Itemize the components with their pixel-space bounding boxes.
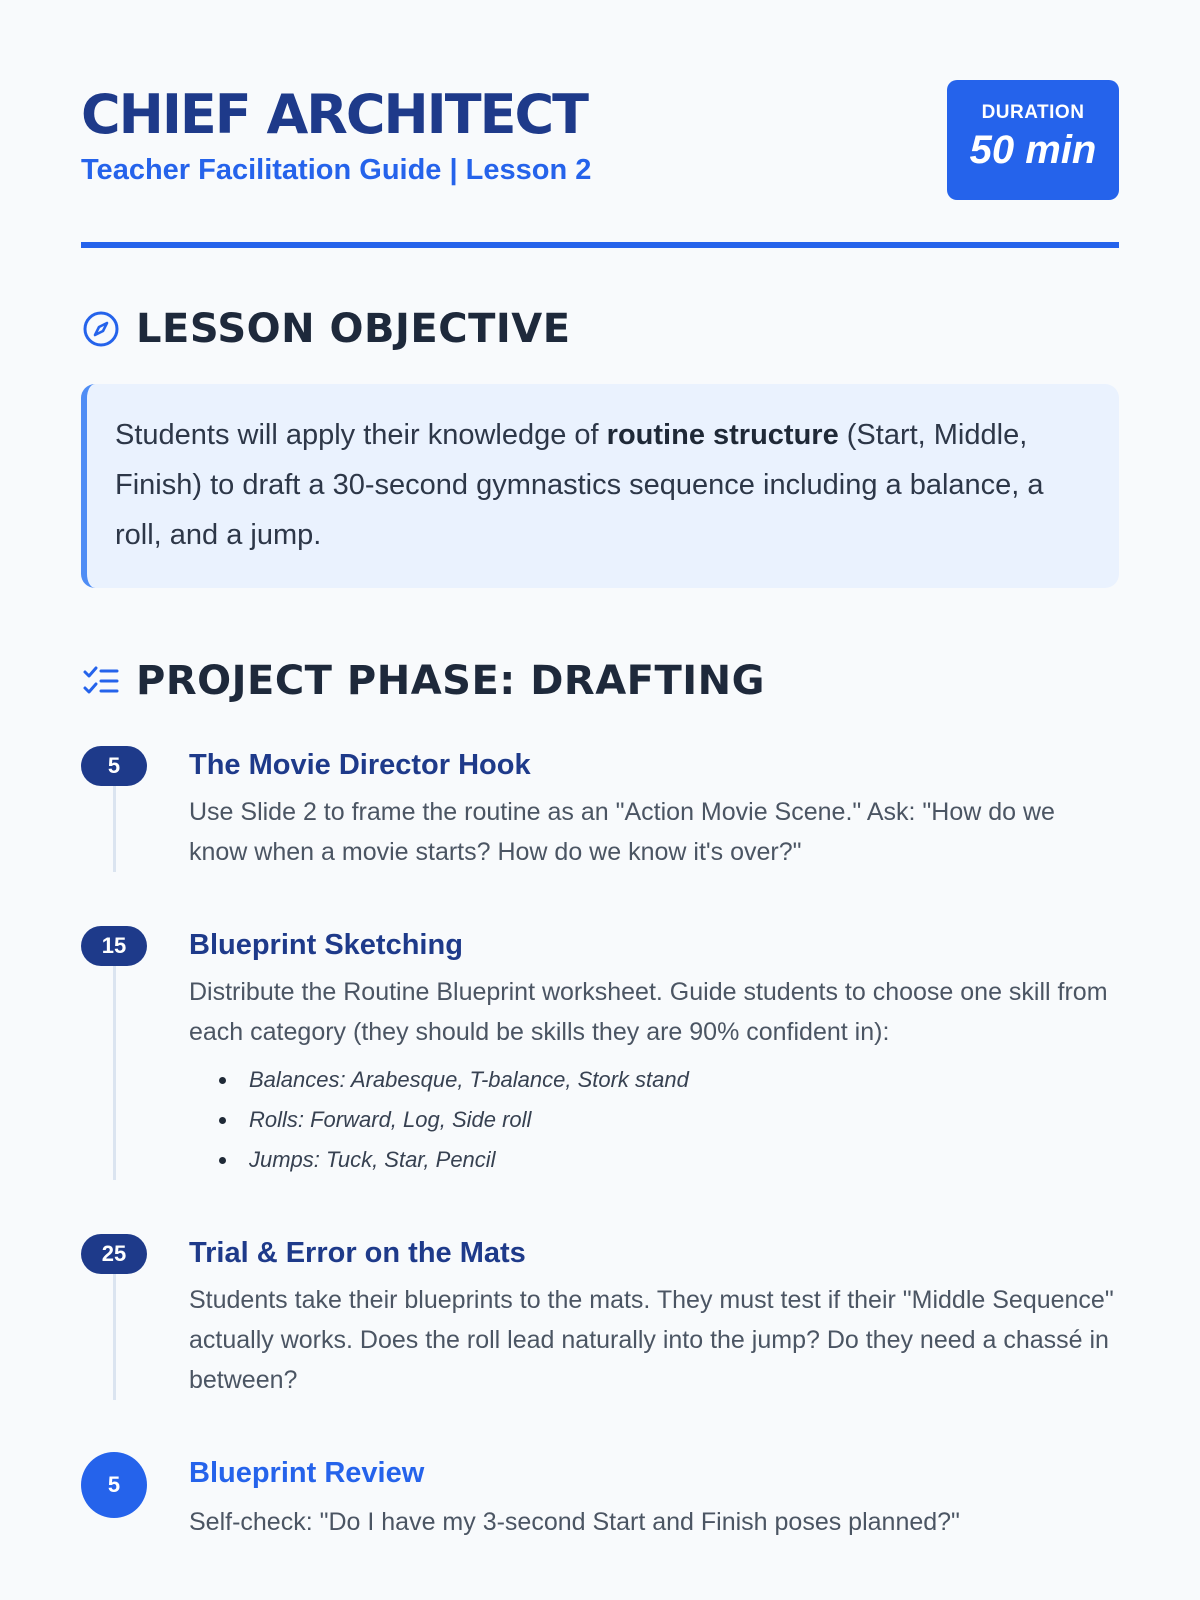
step-minutes-badge: 15: [81, 926, 147, 966]
timeline-step: [81, 1232, 1119, 1400]
page-title: CHIEF ARCHITECT: [81, 83, 587, 146]
step-title: Trial & Error on the Mats: [189, 1237, 526, 1269]
objective-heading: [81, 306, 1119, 352]
timeline: [81, 744, 1119, 1542]
page-header: [81, 80, 1119, 200]
step-title: The Movie Director Hook: [189, 749, 531, 781]
step-title: Blueprint Review: [189, 1457, 425, 1489]
checklist-icon: [81, 661, 121, 701]
timeline-step: [81, 924, 1119, 1180]
skill-list-item: Rolls: Forward, Log, Side roll: [219, 1100, 1119, 1140]
phase-heading: [81, 658, 1119, 704]
header-divider: [81, 242, 1119, 248]
step-minutes-badge: 5: [81, 746, 147, 786]
step-description: Distribute the Routine Blueprint worksheet. Guide students to choose one skill from each category (they should be skills they are 90% confident in):: [189, 978, 1108, 1046]
phase-section-title: PROJECT PHASE: DRAFTING: [136, 658, 765, 704]
step-description: Students take their blueprints to the mats. They must test if their "Middle Sequence" actually works. Does the roll lead naturally into the jump? Do they need a chassé in between?: [189, 1286, 1114, 1394]
timeline-step: [81, 744, 1119, 872]
timeline-connector: [113, 786, 116, 872]
timeline-connector: [113, 966, 116, 1180]
objective-box: [81, 384, 1119, 588]
skill-list-item: Balances: Arabesque, T-balance, Stork stand: [219, 1060, 1119, 1100]
duration-label: DURATION: [981, 102, 1085, 123]
page-subtitle: Teacher Facilitation Guide | Lesson 2: [81, 154, 592, 186]
objective-section-title: LESSON OBJECTIVE: [136, 306, 571, 352]
timeline-connector: [113, 1274, 116, 1400]
step-minutes-badge: 25: [81, 1234, 147, 1274]
duration-badge: [947, 80, 1119, 200]
objective-text-emphasis: routine structure: [606, 419, 839, 451]
compass-icon: [81, 309, 121, 349]
timeline-step-final: [81, 1452, 1119, 1542]
step-title: Blueprint Sketching: [189, 929, 463, 961]
step-minutes-badge: 5: [81, 1452, 147, 1518]
skill-list: [189, 1060, 1119, 1180]
step-description: Self-check: "Do I have my 3-second Start and Finish poses planned?": [189, 1508, 960, 1536]
step-description: Use Slide 2 to frame the routine as an "Action Movie Scene." Ask: "How do we know when a movie starts? How do we know it's over?": [189, 798, 1055, 866]
objective-text-end: (Start, Middle, Finish) to draft a 30-second gymnastics sequence including a balance, a roll, and a jump.: [115, 419, 1044, 551]
objective-text-start: Students will apply their knowledge of: [115, 419, 607, 451]
skill-list-item: Jumps: Tuck, Star, Pencil: [219, 1140, 1119, 1180]
duration-value: 50 min: [969, 128, 1097, 172]
